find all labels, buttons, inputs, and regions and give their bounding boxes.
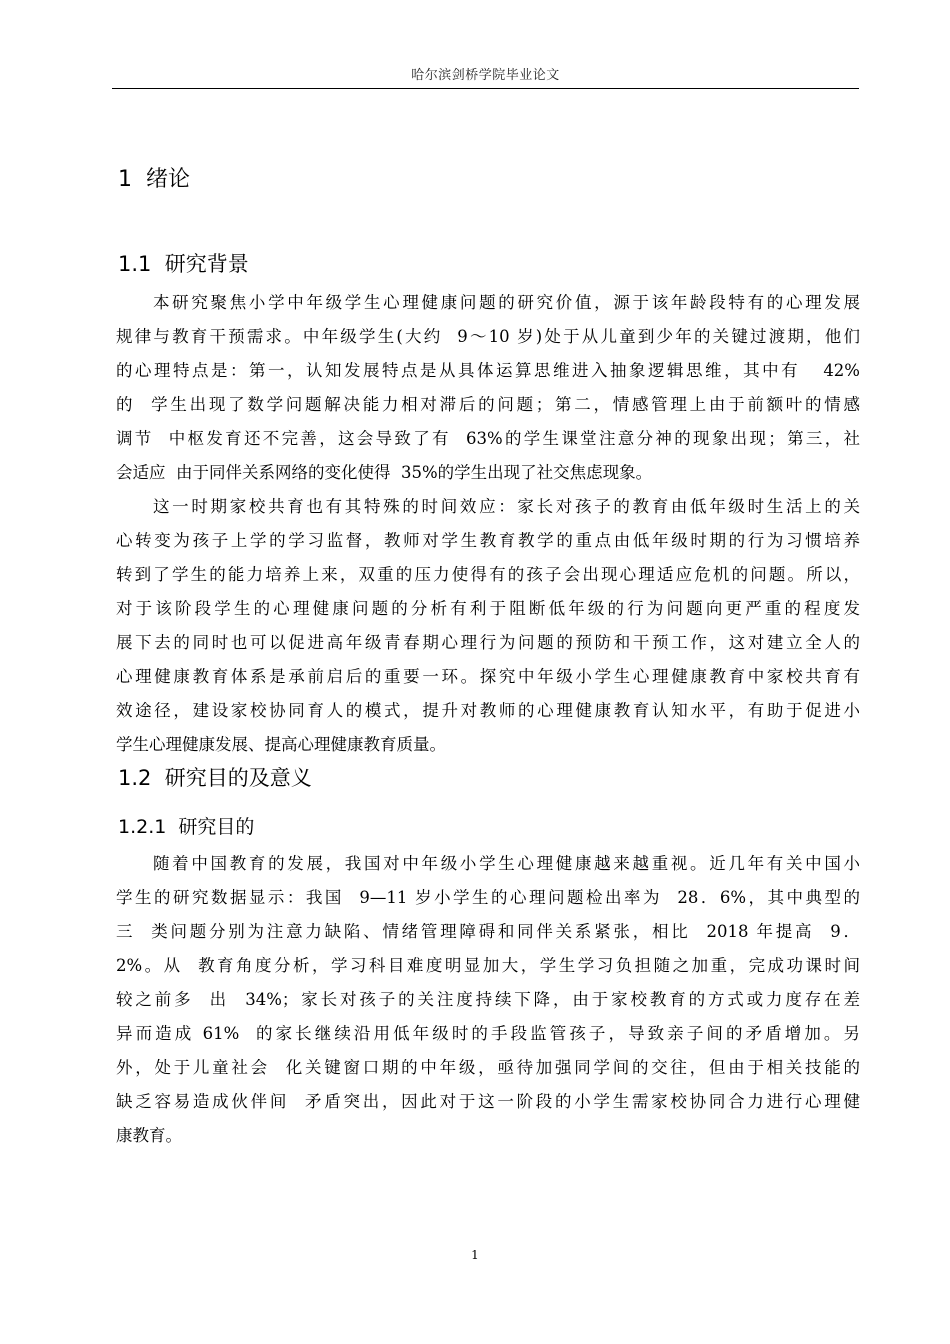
text-line: 异而造成 61% 的家长继续沿用低年级时的手段监管孩子，导致亲子间的矛盾增加。另 bbox=[116, 1024, 860, 1043]
header-divider bbox=[112, 88, 859, 89]
paragraph-background-2 bbox=[116, 490, 860, 762]
text-line: 这一时期家校共育也有其特殊的时间效应：家长对孩子的教育由低年级时生活上的关 bbox=[153, 497, 860, 516]
text-line: 三 类问题分别为注意力缺陷、情绪管理障碍和同伴关系紧张，相比 2018 年提高 9． bbox=[116, 922, 860, 941]
text-line: 外，处于儿童社会 化关键窗口期的中年级，亟待加强同学间的交往，但由于相关技能的 bbox=[116, 1058, 860, 1077]
text-line: 对于该阶段学生的心理健康问题的分析有利于阻断低年级的行为问题向更严重的程度发 bbox=[116, 599, 860, 618]
text-line: 调节 中枢发育还不完善，这会导致了有 63%的学生课堂注意分神的现象出现；第三，社 bbox=[116, 429, 860, 448]
text-line: 本研究聚焦小学中年级学生心理健康问题的研究价值，源于该年龄段特有的心理发展 bbox=[153, 293, 860, 312]
text-line: 效途径，建设家校协同育人的模式，提升对教师的心理健康教育认知水平，有助于促进小 bbox=[116, 701, 860, 720]
text-line: 2%。从 教育角度分析，学习科目难度明显加大，学生学习负担随之加重，完成功课时间 bbox=[116, 956, 860, 975]
paragraph-purpose-1 bbox=[116, 847, 860, 1153]
chapter-title: 1 绪论 bbox=[118, 167, 190, 192]
page-number: 1 bbox=[471, 1248, 479, 1262]
text-line: 康教育。 bbox=[116, 1126, 182, 1145]
text-line: 较之前多 出 34%；家长对孩子的关注度持续下降，由于家校教育的方式或力度存在差 bbox=[116, 990, 860, 1009]
text-line: 转到了学生的能力培养上来，双重的压力使得有的孩子会出现心理适应危机的问题。所以， bbox=[116, 565, 860, 584]
section-title-purpose-significance: 1.2 研究目的及意义 bbox=[118, 766, 312, 790]
text-line: 的 学生出现了数学问题解决能力相对滞后的问题；第二，情感管理上由于前额叶的情感 bbox=[116, 395, 860, 414]
text-line: 的心理特点是：第一，认知发展特点是从具体运算思维进入抽象逻辑思维，其中有 42% bbox=[116, 361, 860, 380]
text-line: 缺乏容易造成伙伴间 矛盾突出，因此对于这一阶段的小学生需家校协同合力进行心理健 bbox=[116, 1092, 860, 1111]
text-line: 展下去的同时也可以促进高年级青春期心理行为问题的预防和干预工作，这对建立全人的 bbox=[116, 633, 860, 652]
text-line: 心理健康教育体系是承前启后的重要一环。探究中年级小学生心理健康教育中家校共育有 bbox=[116, 667, 860, 686]
subsection-title-purpose: 1.2.1 研究目的 bbox=[118, 816, 255, 838]
paragraph-background-1 bbox=[116, 286, 860, 490]
text-line: 学生的研究数据显示：我国 9—11 岁小学生的心理问题检出率为 28．6%，其中典型的 bbox=[116, 888, 860, 907]
text-line: 规律与教育干预需求。中年级学生(大约 9～10 岁)处于从儿童到少年的关键过渡期，他们 bbox=[116, 327, 860, 346]
running-header: 哈尔滨剑桥学院毕业论文 bbox=[411, 68, 560, 83]
text-line: 学生心理健康发展、提高心理健康教育质量。 bbox=[116, 735, 446, 754]
text-line: 随着中国教育的发展，我国对中年级小学生心理健康越来越重视。近几年有关中国小 bbox=[153, 854, 860, 873]
text-line: 会适应 由于同伴关系网络的变化使得 35%的学生出现了社交焦虑现象。 bbox=[116, 463, 653, 482]
section-title-background: 1.1 研究背景 bbox=[118, 252, 249, 276]
text-line: 心转变为孩子上学的学习监督，教师对学生教育教学的重点由低年级时期的行为习惯培养 bbox=[116, 531, 860, 550]
